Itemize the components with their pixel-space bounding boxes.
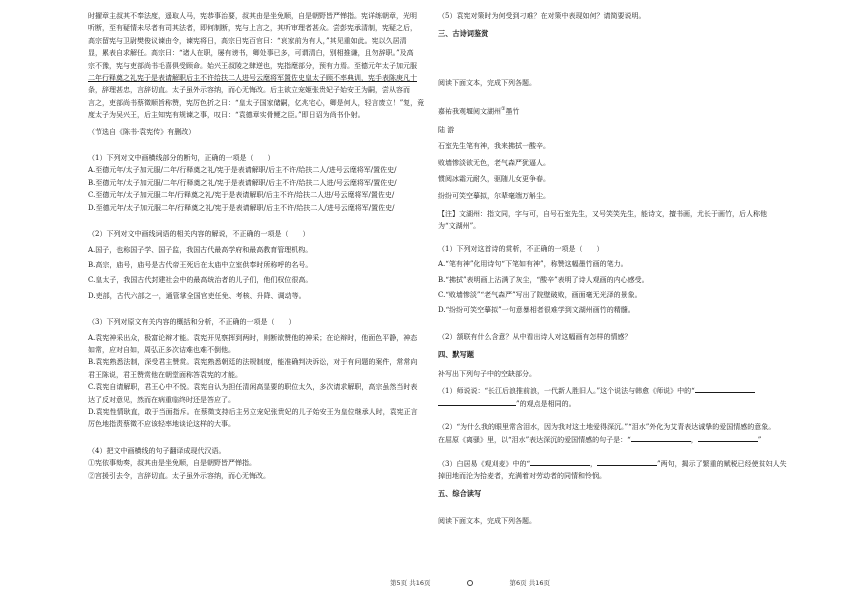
fill-question-3 bbox=[438, 457, 787, 470]
question-3-option-a-cont: 如常，应对自如，周弘正多次诘难也难不倒他。 bbox=[88, 345, 235, 354]
question-4-item-1: ①宪依事劾奏，叔其由是坐免顺，自是朝野皆严惮指。 bbox=[88, 459, 256, 468]
question-2-option-d: D.吏部，古代六部之一，通管掌全国官吏任免、考核、升降、调动等。 bbox=[88, 291, 306, 300]
poem-title bbox=[438, 103, 770, 118]
fill-3-text-c: ”两句，揭示了繁重的赋税已经使贫妇人失 bbox=[657, 459, 787, 468]
poem-question-1-stem: （1）下列对这首诗的赏析，不正确的一项是（ ） bbox=[438, 244, 604, 253]
question-1-stem: （1）下列对文中画横线部分的断句，正确的一项是（ ） bbox=[88, 154, 275, 163]
fill-question-1 bbox=[438, 384, 770, 397]
page-footer bbox=[390, 578, 550, 587]
poem-question-1-option-d: D.“纷纷可笑空摹拟”一句意暴相者很难学到文湖州画竹的精髓。 bbox=[438, 306, 635, 315]
question-1-option-d: D.至德元年/太子加元服二年/行释奠之礼/宪于是表请解职/后主不许/给扶二人/进号云麾将军/置佐史/ bbox=[88, 203, 395, 212]
read-instruction-2: 阅读下面文本，完成下列各题。 bbox=[438, 516, 536, 525]
question-3-option-b: B.袁宪熟悉法制，深受君主赞赏。袁宪熟悉朝廷的法规制度，能准确判决诉讼，对于有问题的案件，常常向 bbox=[88, 358, 418, 367]
poem-question-1-option-c: C.“败墙惨淡”“老气森严”写出了院壁破败，画面毫无光泽的景象。 bbox=[438, 291, 642, 300]
passage-line: 时擢章主叔其不奉法度，遥取人马，宪恭事治要，叔其由是坐免顺，自是朝野皆严惮指。宪详练朝章，光明 bbox=[88, 12, 417, 20]
poem-note-line-1: 【注】文湖州：指文同，字与可，自号石室先生，又号笑笑先生，能诗文，擅书画，尤长于画竹，后人称他 bbox=[438, 209, 767, 218]
question-3-option-d: D.袁宪性情耿直，敢于当面指斥。在蔡徵支持后主另立宠妃张贵妃的儿子始安王为皇位继承人时，袁宪正言 bbox=[88, 407, 418, 416]
fill-2-text-b: 在屈原《离骚》里，以“泪水”表达深沉的爱国情感的句子是：“ bbox=[438, 436, 631, 445]
question-5: （5）袁宪对策时为何受到刁难？在对策中表现如何？请简要说明。 bbox=[438, 12, 646, 20]
poem-line: 纷纷可笑空摹拟，尔辈毫端万斛尘。 bbox=[438, 191, 550, 200]
fill-question-2: （2）“为什么我的眼里常含泪水，因为我对这土地爱得深沉。”“泪水”外化为艾青表达诚挚的爱国情感的意象。 bbox=[438, 422, 776, 431]
fill-question-3-cont: 掉田地而沦为拾麦者，充满着对劳动者的同情和怜悯。 bbox=[438, 472, 606, 481]
footnote-marker: ① bbox=[501, 106, 506, 113]
fill-1-blank-b[interactable] bbox=[438, 397, 516, 406]
passage-line: 宗不豫，宪与吏部尚书毛喜俱受顾命。始兴王叔陵之肆逆也，宪指麾部分，预有力焉。至德元年太子加元服 bbox=[88, 61, 417, 70]
question-3-option-a: A.袁宪神采出众，极富论辩才能。袁宪开见察挥到两时，则断欲赞他的神采；在论辩时，他面色平静，神态 bbox=[88, 333, 418, 342]
poem-title-text: 嘉祐我观堰阅文湖州 bbox=[438, 107, 501, 116]
passage bbox=[88, 10, 425, 122]
poem-author: 陆 游 bbox=[438, 125, 455, 134]
passage-line: 显，累表自求解任。高宗曰：“诸人在职，屡有谤书，卿处事已多，可谓清白，别相推谦，且勿辞职。”及高 bbox=[88, 49, 414, 58]
question-1-option-a: A.至德元年/太子加元服/二年/行释奠之礼/宪于是表请解职/后主不许/给扶二人/进号云麾将军/置佐史/ bbox=[88, 166, 397, 175]
fill-1-text-b: ”的观点是相同的。 bbox=[516, 400, 576, 409]
question-4-stem: （4）把文中画横线的句子翻译成现代汉语。 bbox=[88, 446, 226, 455]
fill-question-1-cont bbox=[438, 397, 770, 410]
fill-2-text-c: ， bbox=[690, 436, 698, 445]
fill-3-blank-b[interactable] bbox=[597, 457, 657, 466]
question-3-option-d-cont: 厉色地指责蔡徵不应该轻率地谈论这样的大事。 bbox=[88, 420, 235, 429]
question-1-option-c: C.至德元年/太子加元服二年/行释奠之礼/宪于是表请解职/后主不许/给扶二人进/号云麾将军/置佐史/ bbox=[88, 191, 395, 200]
question-3-stem: （3）下列对原文有关内容的概括和分析，不正确的一项是（ ） bbox=[88, 318, 296, 327]
read-instruction: 阅读下面文本，完成下列各题。 bbox=[438, 78, 536, 87]
section-4-heading: 四、默写题 bbox=[438, 350, 474, 360]
section-3-heading: 三、古诗词鉴赏 bbox=[438, 29, 489, 39]
poem-question-1-option-a: A.“笔有神”化用诗句“下笔如有神”，称赞这幅墨竹画的笔力。 bbox=[438, 260, 628, 269]
fill-1-text-a: （1）师说说：“长江后浪推前浪，一代新人胜旧人。”这个说法与韩愈《师说》中的“ bbox=[438, 387, 695, 396]
fill-2-blank-b[interactable] bbox=[698, 433, 758, 442]
fill-intro: 补写出下列句子中的空缺部分。 bbox=[438, 369, 536, 378]
poem-question-1-option-b: B.“拂拭”表明画上沾满了灰尘，“酸辛”表明了诗人观画的内心感受。 bbox=[438, 275, 649, 284]
left-page-content bbox=[88, 10, 425, 482]
right-page bbox=[430, 0, 860, 608]
question-2-stem: （2）下列对文中画线词语的相关内容的解说，不正确的一项是（ ） bbox=[88, 230, 310, 239]
fill-2-blank-a[interactable] bbox=[631, 433, 691, 442]
question-3-option-b-cont: 君王陈说，君王赞赏他在朝堂面称答袁宪的才能。 bbox=[88, 370, 242, 379]
passage-line: 高宗留宪与卫尉樊俊议谏由令，谏宪将日，高宗日宪百官曰：“哀家前为有人，”其见重如此。宪以久居清 bbox=[88, 36, 407, 45]
page-number-left: 第5页 共16页 bbox=[390, 579, 431, 587]
poem-line: 惯阅冰霜元耐久，驱随儿女更争春。 bbox=[438, 175, 550, 184]
poem-note bbox=[438, 208, 770, 233]
passage-line: 条，辞理甚忠，言辞切直。太子虽外示容纳，而心无悔改。后主欲立宠姬张贵妃子始安王为嗣，尝从容而 bbox=[88, 86, 410, 95]
page-divider-dot-icon bbox=[467, 580, 473, 586]
passage-source: （节选自《陈书·袁宪传》有删改） bbox=[88, 127, 196, 136]
page-number-right: 第6页 共16页 bbox=[509, 579, 550, 587]
question-2-option-c: C.皇太子，我国古代封建社会中的最高统治者的儿子们，他们权位很高。 bbox=[88, 276, 313, 285]
question-3-option-c: C.袁宪自请解职，君王心中不悦。袁宪自认为担任清闲高显要的职位太久，多次请求解职，高宗虽然当时表 bbox=[88, 383, 418, 392]
question-3-option-c-cont: 达了反对意见，然而在病重临终时还是答应了。 bbox=[88, 395, 235, 404]
poem-title-tail: 墨竹 bbox=[505, 107, 520, 116]
poem-note-line-2: 为“文湖州”。 bbox=[438, 222, 481, 231]
right-page-content bbox=[438, 10, 787, 527]
passage-line-underlined: 二年行释奠之礼宪于是表请解职后主不许给扶二人进号云麾将军置佐史皇太子顾不率典训，宪手表陈庚凡十 bbox=[88, 74, 417, 83]
passage-line: 度太子为吴兴王，后主知宪有规谏之事，叹曰：“袁德章实骨鲠之臣。”即日诏为尚书仆射。 bbox=[88, 111, 365, 120]
fill-3-text-a: （3）白居易《观刈麦》中的“ bbox=[438, 459, 531, 468]
fill-question-2-cont bbox=[438, 433, 770, 446]
passage-line: 听断，至有疑情未尽者有司其法者，即何制断，宪与上言之，其听审理者甚众。尝彭宪承清制，宪疑之后， bbox=[88, 24, 417, 33]
fill-2-text-d: ” bbox=[757, 436, 762, 445]
section-5-heading: 五、综合读写 bbox=[438, 489, 482, 499]
question-4-item-2: ②宫援引去令，言辞切直。太子虽外示容纳，而心无悔改。 bbox=[88, 471, 270, 480]
question-2-option-a: A.国子，也称国子学、国子监，我国古代最高学府和最高教育管理机构。 bbox=[88, 245, 313, 254]
poem-question-2: （2）颔联有什么含意？从中看出诗人对这幅画有怎样的情感？ bbox=[438, 332, 632, 341]
poem-line: 石室先生笔有神，我来拂拭一酸辛。 bbox=[438, 142, 550, 151]
fill-3-text-b: ， bbox=[590, 459, 598, 468]
fill-3-blank-a[interactable] bbox=[530, 457, 590, 466]
poem-line: 败墙惨淡欲无色，老气森严犹逼人。 bbox=[438, 158, 550, 167]
question-2-option-b: B.高宗，庙号，庙号是古代帝王死后在太庙中立室供奉时所称呼的名号。 bbox=[88, 260, 313, 269]
passage-line: 言之，吏部尚书蔡徵顺旨称赞，宪厉色折之曰：“皇太子国家储嗣，亿兆宅心，卿是何人，轻言废立！”复，竟 bbox=[88, 98, 425, 107]
question-1-option-b: B.至德元年/太子加元服/二年/行释奠之礼/宪于是表请解职/后主不许/给扶二人进/号云麾将军/置佐史/ bbox=[88, 178, 397, 187]
fill-1-blank-a[interactable] bbox=[695, 384, 755, 393]
